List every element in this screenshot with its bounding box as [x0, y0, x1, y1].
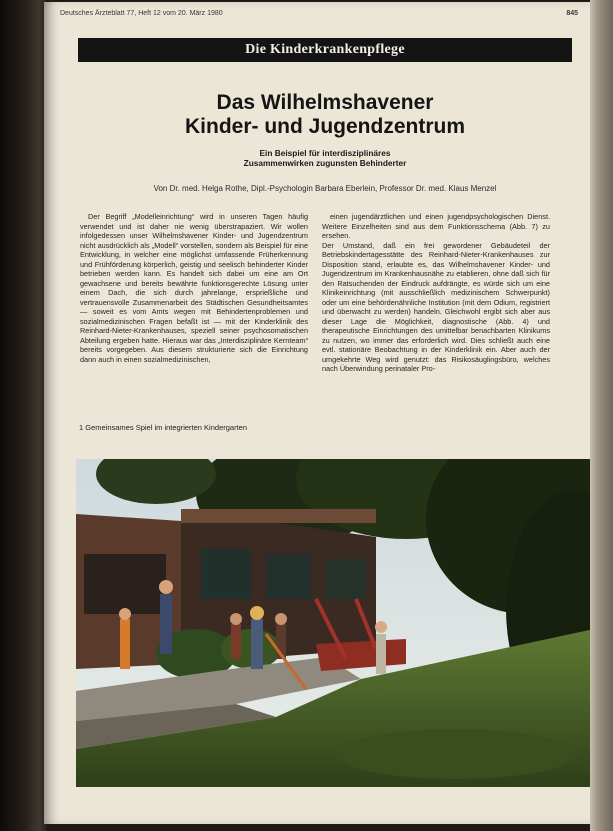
- journal-header: Deutsches Ärzteblatt 77, Heft 12 vom 20. März 1980: [60, 10, 223, 17]
- article-subtitle: [78, 148, 572, 168]
- text-column-left: [80, 212, 308, 419]
- left-column-text: Der Begriff „Modelleinrichtung“ wird in unseren Tagen häufig verwendet und ist daher nie wenig überstrapaziert. Wir wollen infolgedessen unser Wilhelmshavener Kinder- und Jugendzentrum nicht ausdrücklich als „Modell“ vorstellen, sondern als Beispiel für eine Entwicklung, in welcher eine möglichst umfassende Früherkennung und Frühförderung körperlich, geistig und seelisch behinderter Kinder betrieben werden kann. Es handelt sich dabei um eine am Ort gewachsene und bereits bewährte funktionsgerechte Lösung unter einem Dach, die sich durch jahrelange, ersprießliche und vertrauensvolle Zusammenarbeit des Städtischen Gesundheitsamtes — soweit es vom Amts wegen mit Behindertenproblemen und sozialmedizinischen Fragen befaßt ist — mit der Kinderklinik des Reinhard-Nieter-Krankenhauses, speziell seiner psychosomatischen Abteilung ergeben hatte. Hieraus war das „Interdisziplinäre Kernteam“ bereits vorgegeben. Aus diesem strukturierte sich die Einrichtung dann auch in einen sozialmedizinischen,: [80, 212, 308, 364]
- author-line: Von Dr. med. Helga Rothe, Dipl.-Psychologin Barbara Eberlein, Professor Dr. med. Klaus Menzel: [153, 184, 497, 193]
- right-column-text: einen jugendärztlichen und einen jugendpsychologischen Dienst. Weitere Einzelheiten sind aus dem Funktionsschema (Abb. 7) zu ersehen. Der Umstand, daß ein frei gewordener Gebäudeteil der Betriebskindertagesstätte des Reinhard-Nieter-Krankenhauses zur Disposition stand, erlaubte es, das Wilhelmshavener Kinder- und Jugendzentrum im Krankenhausnähe zu etablieren, ohne daß sich für den Ratsuchenden der Eindruck aufdrängte, es würde sich um eine Klinikeinrichtung (mit ausschließlich medizinischem Schwerpunkt) oder um eine behördenähnliche Institution (mit dem Odium, registriert und überwacht zu werden) handeln. Gleichwohl ergibt sich aber aus dieser Lage die Möglichkeit, diagnostische (Abb. 4) und therapeutische Einrichtungen des umittelbar benachbarten Klinikums zu nutzen, wo immer das erforderlich wird. Dies schließt auch eine evtl. stationäre Beobachtung in der Kinderklinik ein. Aber auch der umgekehrte Weg wird genutzt: das Risikosäuglingsbüro, welches nach Überwindung perinataler Pro-: [322, 212, 550, 373]
- subtitle-line-1: Ein Beispiel für interdisziplinäres: [259, 148, 391, 158]
- section-banner: Die Kinderkrankenpflege: [78, 38, 572, 62]
- figure-caption: 1 Gemeinsames Spiel im integrierten Kindergarten: [79, 423, 247, 432]
- book-spine: [0, 0, 46, 831]
- magazine-page: [44, 2, 590, 824]
- text-column-right: [322, 212, 550, 438]
- subtitle-line-2: Zusammenwirken zugunsten Behinderter: [243, 158, 407, 168]
- page-edge: [590, 0, 613, 831]
- title-line-2: Kinder- und Jugendzentrum: [185, 115, 465, 138]
- kindergarten-photo: [76, 459, 590, 787]
- page-number: 845: [566, 10, 578, 17]
- title-line-1: Das Wilhelmshavener: [216, 91, 434, 114]
- article-title: [78, 91, 572, 139]
